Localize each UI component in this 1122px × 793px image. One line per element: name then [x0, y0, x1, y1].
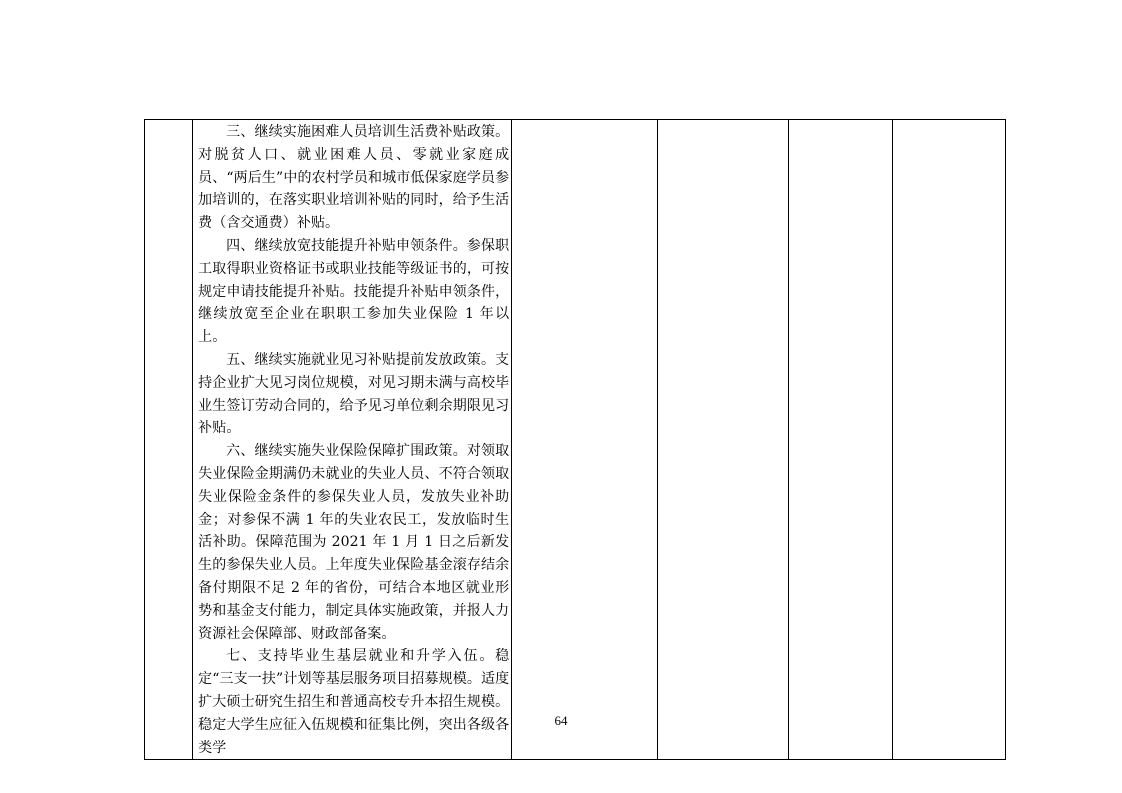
empty-cell-col4 — [657, 120, 788, 760]
page-number: 64 — [554, 713, 568, 728]
empty-cell-col3 — [512, 120, 658, 760]
policy-paragraph-3: 三、继续实施困难人员培训生活费补贴政策。对脱贫人口、就业困难人员、零就业家庭成员、“两后生”中的农村学员和城市低保家庭学员参加培训的，在落实职业培训补贴的同时，给予生活费（含交通费）补贴。 — [198, 124, 510, 232]
empty-cell-index — [145, 120, 193, 760]
policy-paragraph-6: 六、继续实施失业保险保障扩围政策。对领取失业保险金期满仍未就业的失业人员、不符合领取失业保险金条件的参保失业人员，发放失业补助金；对参保不满 1 年的失业农民工，发放临时生活补助。保障范围为 2021 年 1 月 1 日之后新发生的参保失业人员。上年度失业保险基金滚存结余备付期限不足 2 年的省份，可结合本地区就业形势和基金支付能力，制定具体实施政策，并报人力资源社会保障部、财政部备案。 — [198, 443, 510, 642]
empty-cell-col5 — [789, 120, 892, 760]
empty-cell-col6 — [892, 120, 1005, 760]
policy-paragraph-5: 五、继续实施就业见习补贴提前发放政策。支持企业扩大见习岗位规模，对见习期未满与高校毕业生签订劳动合同的，给予见习单位剩余期限见习补贴。 — [198, 351, 510, 437]
policy-content-cell — [193, 120, 512, 760]
policy-paragraph-4: 四、继续放宽技能提升补贴申领条件。参保职工取得职业资格证书或职业技能等级证书的，可按规定申请技能提升补贴。技能提升补贴申领条件，继续放宽至企业在职职工参加失业保险 1 年以上。 — [198, 237, 510, 346]
table-row — [145, 120, 1006, 760]
policy-table — [144, 119, 1006, 760]
policy-paragraph-7: 七、支持毕业生基层就业和升学入伍。稳定“三支一扶”计划等基层服务项目招募规模。适度扩大硕士研究生招生和普通高校专升本招生规模。稳定大学生应征入伍规模和征集比例，突出各级各类学 — [198, 648, 510, 756]
